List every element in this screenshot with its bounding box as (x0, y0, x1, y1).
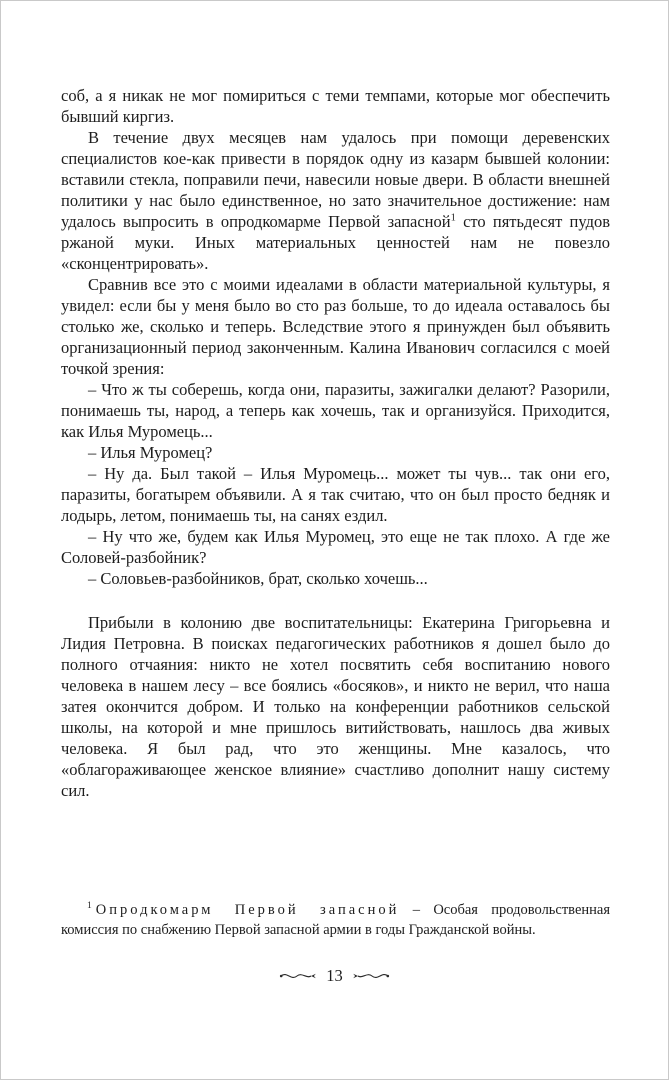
flourish-ornament-left-icon (279, 969, 317, 983)
paragraph: соб, а я никак не мог помириться с теми темпами, которые мог обеспечить бывший киргиз. (61, 86, 610, 126)
footnote-text: – Особая продовольственная комиссия по снабжению Первой запасной армии в годы Гражданской войны. (61, 902, 611, 938)
paragraph: Прибыли в колонию две воспитательницы: Екатерина Григорьевна и Лидия Петровна. В поисках педагогических работников я дошел было до полного отчаяния: никто не хотел посвятить себя воспитанию нового человека в нашем лесу – все боялись «босяков», и никто не верил, что наша затея окончится добром. И только на конференции работников сельской школы, на которой и мне пришлось витийствовать, нашлось два живых человека. Я был рад, что это женщины. Мне казалось, что «облагораживающее женское влияние» счастливо дополнит нашу систему сил. (61, 613, 610, 800)
page-footer (1, 966, 668, 986)
footnote-marker: 1 (87, 901, 92, 912)
footnote (61, 901, 610, 940)
paragraph: Сравнив все это с моими идеалами в области материальной культуры, я увидел: если бы у меня было во сто раз больше, то до идеала оставалось бы столько же, сколько и теперь. Вследствие этого я принужден был объявить организационный период законченным. Калина Иванович согласился с моей точкой зрения: (61, 275, 610, 378)
paragraph-text: В течение двух месяцев нам удалось при помощи деревенских специалистов кое-как привести в порядок одну из казарм бывшей колонии: вставили стекла, поправили печи, навесили новые двери. В области внешней политики у нас было единственное, но зато значительное достижение: нам удалось выпросить в опродкомарме Первой запасной (61, 128, 610, 231)
dialogue-paragraph: – Ну да. Был такой – Илья Муромець... может ты чув... так они его, паразиты, богатырем объявили. А я так считаю, что он был просто бедняк и лодырь, летом, понимаешь ты, на санях ездил. (61, 464, 610, 525)
dialogue-paragraph: – Что ж ты соберешь, когда они, паразиты, зажигалки делают? Разорили, понимаешь ты, народ, а теперь как хочешь, так и организуйся. Приходится, как Илья Муромець... (61, 380, 610, 441)
dialogue-paragraph: – Илья Муромец? (88, 443, 213, 462)
page-text (61, 85, 610, 801)
paragraph (61, 127, 610, 274)
paragraph-text: сто пятьдесят пудов ржаной муки. Иных материальных ценностей нам не повезло «сконцентрировать». (61, 212, 611, 273)
footnote-reference: 1 (450, 212, 456, 224)
flourish-ornament-right-icon (352, 969, 390, 983)
page-number: 13 (326, 966, 343, 985)
dialogue-paragraph: – Соловьев-разбойников, брат, сколько хочешь... (88, 569, 428, 588)
footnote-term: Опродкомарм Первой запасной (95, 902, 400, 918)
dialogue-paragraph: – Ну что же, будем как Илья Муромец, это еще не так плохо. А где же Соловей-разбойник? (61, 527, 610, 567)
